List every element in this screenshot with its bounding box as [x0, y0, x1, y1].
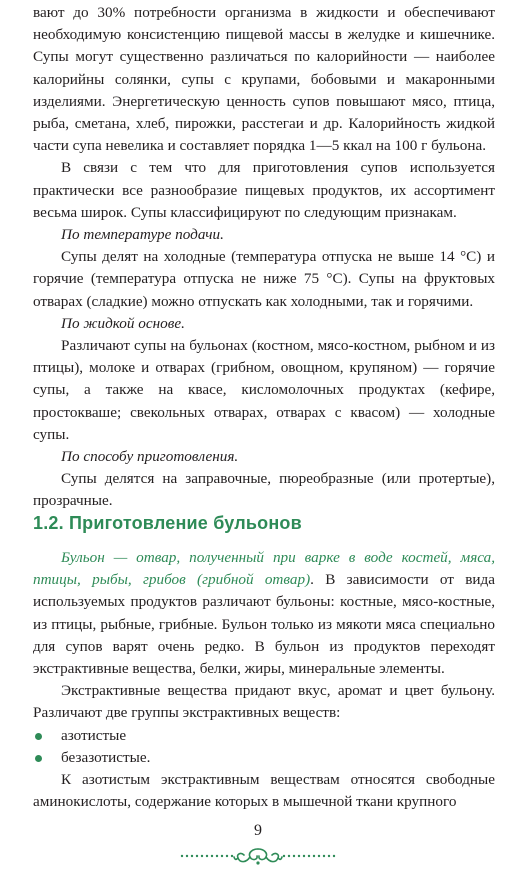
list-item — [33, 725, 495, 747]
paragraph: вают до 30% потребности организма в жидкости и обеспечивают необходимую консистенцию пищевой массы в желудке и кишечнике. Супы могут существенно различаться по калорийности — наиболее калорийны солянки, супы с крупами, бобовыми и макаронными изделиями. Энергетическую ценность супов повышают мясо, птица, рыба, сметана, хлеб, пирожки, расстегаи и др. Калорийность жидкой части супа невелика и составляет порядка 1—5 ккал на 100 г бульона. — [33, 4, 495, 155]
body-text-bottom — [33, 547, 495, 813]
paragraph: Супы делят на холодные (температура отпуска не выше 14 °С) и горячие (температура отпуска не ниже 75 °С). Супы на фруктовых отварах (сладкие) можно отпускать как холодными, так и горячими. — [33, 248, 495, 310]
bullet-icon — [35, 755, 42, 762]
paragraph: Супы делятся на заправочные, пюреобразные (или протертые), прозрачные. — [33, 470, 495, 510]
paragraph-continuation: . В зависимости от вида используемых продуктов различают бульоны: костные, мясо-костные, из птицы, рыбные, грибные. Бульон только из мякоти мяса специально для супов варят очень редко. В бульон из продуктов переходят экстрактивные вещества, белки, жиры, минеральные элементы. — [33, 571, 495, 678]
paragraph: К азотистым экстрактивным веществам относятся свободные аминокислоты, содержание которых в мышечной ткани крупного — [33, 771, 495, 811]
definition-paragraph — [33, 547, 495, 680]
list-item-text: азотистые — [61, 726, 127, 744]
section-heading: 1.2. Приготовление бульонов — [33, 513, 302, 533]
subheading-preparation: По способу приготовления. — [61, 448, 239, 466]
list-item-text: безазотистые. — [61, 748, 151, 766]
paragraph: Различают супы на бульонах (костном, мясо-костном, рыбном и из птицы), молоке и отварах (грибном, овощном, крупяном) — горячие супы, а также на квасе, кисломолочных продуктах (кефире, простокваше; свекольных отварах, отварах с квасом) — холодные супы. — [33, 337, 495, 443]
bullet-list — [33, 725, 495, 769]
subheading-temperature: По температуре подачи. — [61, 226, 224, 244]
bullet-icon — [35, 733, 42, 740]
ornament-icon — [178, 845, 338, 867]
subheading-liquid-base: По жидкой основе. — [61, 314, 185, 332]
definition-text: Бульон — отвар, полученный при варке в воде костей, мяса, птицы, рыбы, грибов (грибной отвар) — [33, 549, 495, 589]
page-number: 9 — [254, 822, 262, 839]
list-item — [33, 747, 495, 769]
body-text-top — [33, 2, 495, 513]
paragraph: Экстрактивные вещества придают вкус, аромат и цвет бульону. Различают две группы экстрактивных веществ: — [33, 682, 495, 722]
paragraph: В связи с тем что для приготовления супов используется практически все разнообразие пищевых продуктов, их ассортимент весьма широк. Супы классифицируют по следующим признакам. — [33, 159, 495, 221]
